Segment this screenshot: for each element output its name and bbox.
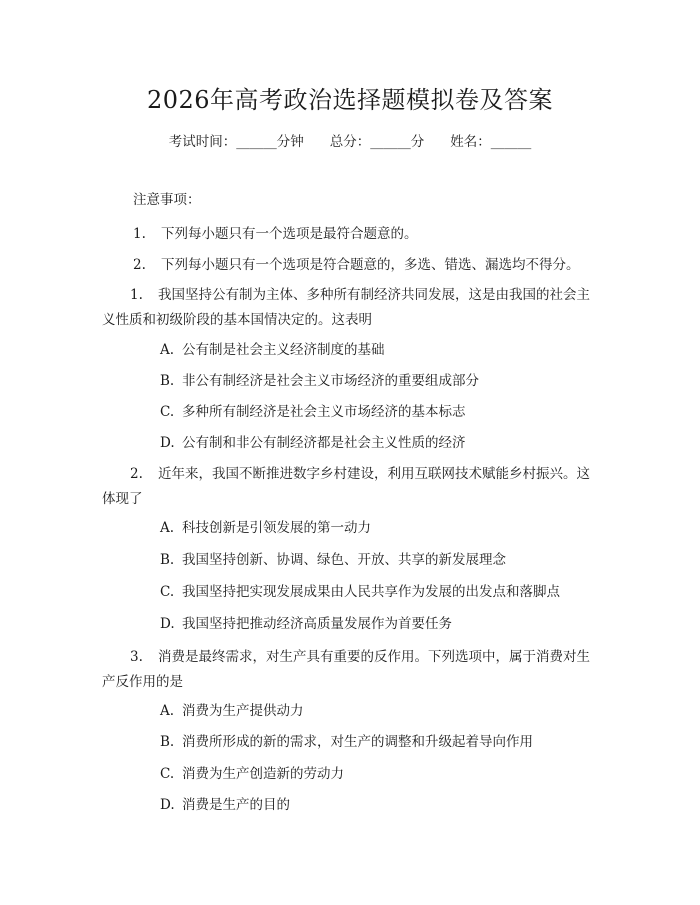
question-1-option-d [160,433,466,453]
question-text: 近年来，我国不断推进数字乡村建设，利用互联网技术赋能乡村振兴。这体现了 [102,466,590,507]
question-3-option-c [160,764,344,784]
notice-item-number: 2. [133,257,146,273]
option-letter: B. [160,373,175,389]
question-text: 消费是最终需求，对生产具有重要的反作用。下列选项中，属于消费对生产反作用的是 [102,649,590,690]
option-letter: D. [160,435,175,451]
name-field: 姓名：______ [450,134,532,150]
notice-item [133,255,580,275]
question-2-stem [102,462,602,512]
option-letter: A. [160,520,175,536]
question-2-option-c [160,582,560,602]
option-text: 我国坚持创新、协调、绿色、开放、共享的新发展理念 [182,552,506,568]
option-letter: D. [160,616,175,632]
option-letter: A. [160,703,175,719]
exam-meta [0,132,700,152]
notice-heading: 注意事项： [133,192,201,208]
question-2-option-b [160,550,506,570]
option-letter: C. [160,404,175,420]
notice-item-number: 1. [133,226,146,242]
question-number: 1. [130,287,143,303]
question-3-option-a [160,701,304,721]
option-text: 我国坚持把推动经济高质量发展作为首要任务 [182,616,452,632]
option-letter: C. [160,584,175,600]
question-text: 我国坚持公有制为主体、多种所有制经济共同发展，这是由我国的社会主义性质和初级阶段的基本国情决定的。这表明 [102,287,590,328]
notice-item [133,224,418,244]
question-number: 2. [130,466,143,482]
option-text: 多种所有制经济是社会主义市场经济的基本标志 [182,404,466,420]
option-text: 消费是生产的目的 [182,797,290,813]
page-title: 2026年高考政治选择题模拟卷及答案 [146,86,554,114]
question-3-option-b [160,732,533,752]
option-text: 消费所形成的新的需求，对生产的调整和升级起着导向作用 [182,734,533,750]
option-text: 非公有制经济是社会主义市场经济的重要组成部分 [182,373,479,389]
exam-time-field: 考试时间：______分钟 [168,134,304,150]
notice-item-text: 下列每小题只有一个选项是最符合题意的。 [161,226,418,242]
option-letter: B. [160,734,175,750]
option-text: 我国坚持把实现发展成果由人民共享作为发展的出发点和落脚点 [182,584,560,600]
notice-item-text: 下列每小题只有一个选项是符合题意的，多选、错选、漏选均不得分。 [161,257,580,273]
question-1-option-a [160,340,385,360]
question-3-stem [102,645,602,695]
question-1-option-c [160,402,466,422]
option-letter: B. [160,552,175,568]
question-2-option-a [160,518,371,538]
option-letter: D. [160,797,175,813]
question-1-stem [102,283,602,333]
option-text: 科技创新是引领发展的第一动力 [182,520,371,536]
option-text: 公有制和非公有制经济都是社会主义性质的经济 [182,435,466,451]
question-1-option-b [160,371,479,391]
option-text: 消费为生产提供动力 [182,703,304,719]
option-text: 公有制是社会主义经济制度的基础 [182,342,385,358]
total-score-field: 总分：______分 [329,134,425,150]
option-letter: A. [160,342,175,358]
option-letter: C. [160,766,175,782]
question-2-option-d [160,614,452,634]
question-number: 3. [130,649,143,665]
question-3-option-d [160,795,290,815]
option-text: 消费为生产创造新的劳动力 [182,766,344,782]
